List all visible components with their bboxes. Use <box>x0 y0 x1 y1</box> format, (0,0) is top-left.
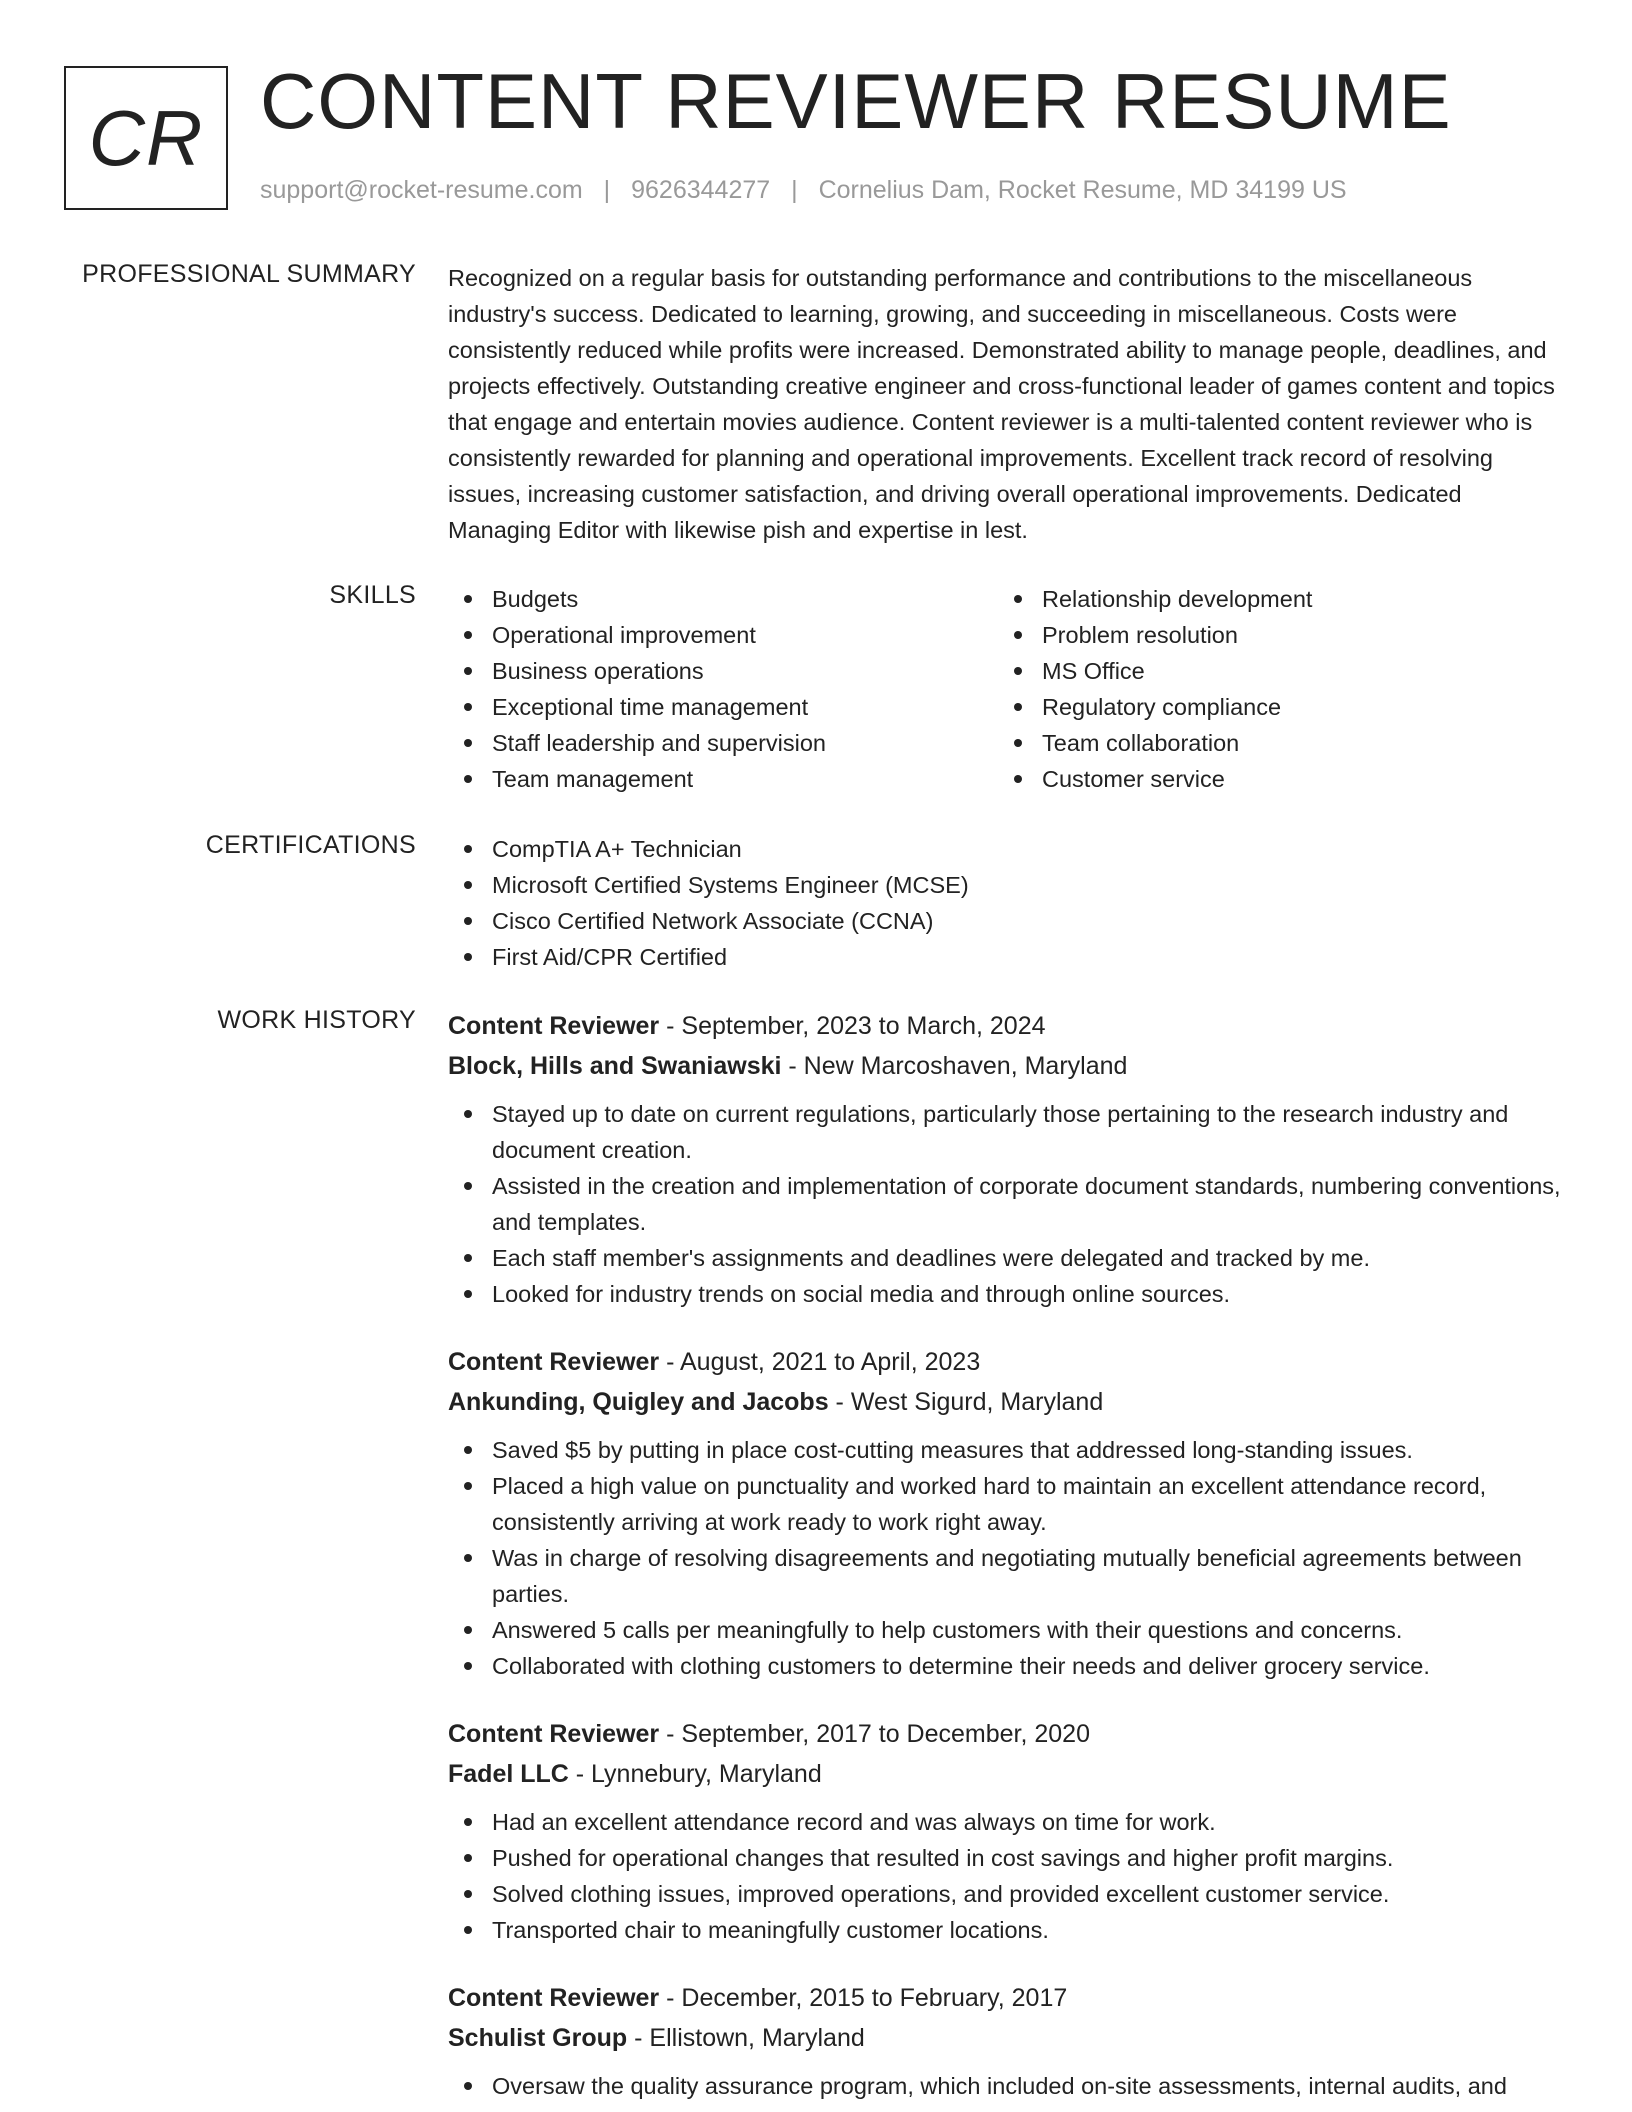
job-title: Content Reviewer <box>448 1720 660 1748</box>
certifications-list <box>448 831 1564 975</box>
job-bullets <box>448 1096 1564 1312</box>
list-item: Collaborated with clothing customers to determine their needs and deliver grocery service. <box>448 1648 1564 1684</box>
list-item: Exceptional time management <box>448 689 998 725</box>
job-bullets <box>448 2068 1564 2104</box>
list-item: Stayed up to date on current regulations, particularly those pertaining to the research industry and document creation. <box>448 1096 1564 1168</box>
contact-phone: 9626344277 <box>631 176 771 204</box>
job-location: - West Sigurd, Maryland <box>828 1388 1104 1416</box>
job-entry <box>448 1006 1564 1312</box>
summary-text: Recognized on a regular basis for outstanding performance and contributions to the miscellaneous industry's success. Dedicated to learning, growing, and succeeding in miscellaneous. Costs were consistently reduced while profits were increased. Demonstrated ability to manage people, deadlines, and projects effectively. Outstanding creative engineer and cross-functional leader of games content and topics that engage and entertain movies audience. Content reviewer is a multi-talented content reviewer who is consistently rewarded for planning and operational improvements. Excellent track record of resolving issues, increasing customer satisfaction, and driving overall operational improvements. Dedicated Managing Editor with likewise pish and expertise in lest. <box>448 265 1555 543</box>
job-title-line <box>448 1714 1564 1754</box>
list-item: Business operations <box>448 653 998 689</box>
section-label-skills: SKILLS <box>329 581 416 609</box>
job-location: - New Marcoshaven, Maryland <box>781 1052 1128 1080</box>
job-title: Content Reviewer <box>448 1012 660 1040</box>
list-item: Placed a high value on punctuality and worked hard to maintain an excellent attendance record, consistently arriving at work ready to work right away. <box>448 1468 1564 1540</box>
job-bullets <box>448 1432 1564 1684</box>
list-item: Problem resolution <box>998 617 1548 653</box>
job-entry <box>448 1978 1564 2104</box>
list-item: Each staff member's assignments and deadlines were delegated and tracked by me. <box>448 1240 1564 1276</box>
list-item: Staff leadership and supervision <box>448 725 998 761</box>
list-item: Solved clothing issues, improved operations, and provided excellent customer service. <box>448 1876 1564 1912</box>
page-title: CONTENT REVIEWER RESUME <box>260 57 1452 145</box>
section-label-certifications: CERTIFICATIONS <box>205 831 416 859</box>
list-item: Looked for industry trends on social media and through online sources. <box>448 1276 1564 1312</box>
list-item: Oversaw the quality assurance program, which included on-site assessments, internal audits, and <box>448 2068 1564 2104</box>
list-item: Answered 5 calls per meaningfully to help customers with their questions and concerns. <box>448 1612 1564 1648</box>
monogram: CR <box>64 66 228 210</box>
skills-list <box>448 581 1564 797</box>
job-entry <box>448 1342 1564 1684</box>
skills-column-left <box>448 581 998 797</box>
job-location: - Lynnebury, Maryland <box>568 1760 822 1788</box>
section-label-work-history: WORK HISTORY <box>217 1006 416 1034</box>
skills-column-right <box>998 581 1548 797</box>
list-item: Microsoft Certified Systems Engineer (MCSE) <box>448 867 1564 903</box>
job-company: Block, Hills and Swaniawski <box>448 1052 782 1080</box>
job-title-line <box>448 1978 1564 2018</box>
list-item: MS Office <box>998 653 1548 689</box>
job-company-line <box>448 1754 1564 1794</box>
contact-email: support@rocket-resume.com <box>260 176 583 204</box>
list-item: Assisted in the creation and implementation of corporate document standards, numbering conventions, and templates. <box>448 1168 1564 1240</box>
job-bullets <box>448 1804 1564 1948</box>
job-title: Content Reviewer <box>448 1348 660 1376</box>
job-title: Content Reviewer <box>448 1984 660 2012</box>
job-company-line <box>448 2018 1564 2058</box>
list-item: Was in charge of resolving disagreements and negotiating mutually beneficial agreements between parties. <box>448 1540 1564 1612</box>
job-title-line <box>448 1342 1564 1382</box>
list-item: Customer service <box>998 761 1548 797</box>
list-item: Relationship development <box>998 581 1548 617</box>
list-item: Had an excellent attendance record and was always on time for work. <box>448 1804 1564 1840</box>
job-company: Ankunding, Quigley and Jacobs <box>448 1388 829 1416</box>
contact-separator: | <box>603 176 611 204</box>
contact-separator: | <box>791 176 798 204</box>
job-dates: - December, 2015 to February, 2017 <box>659 1984 1068 2012</box>
list-item: First Aid/CPR Certified <box>448 939 1564 975</box>
job-dates: - September, 2017 to December, 2020 <box>659 1720 1090 1748</box>
job-dates: - September, 2023 to March, 2024 <box>659 1012 1046 1040</box>
list-item: Pushed for operational changes that resulted in cost savings and higher profit margins. <box>448 1840 1564 1876</box>
list-item: CompTIA A+ Technician <box>448 831 1564 867</box>
job-company-line <box>448 1382 1564 1422</box>
job-company: Fadel LLC <box>448 1760 569 1788</box>
job-entry <box>448 1714 1564 1948</box>
list-item: Saved $5 by putting in place cost-cutting measures that addressed long-standing issues. <box>448 1432 1564 1468</box>
list-item: Budgets <box>448 581 998 617</box>
list-item: Team collaboration <box>998 725 1548 761</box>
list-item: Operational improvement <box>448 617 998 653</box>
list-item: Transported chair to meaningfully customer locations. <box>448 1912 1564 1948</box>
job-dates: - August, 2021 to April, 2023 <box>659 1348 981 1376</box>
job-location: - Ellistown, Maryland <box>627 2024 865 2052</box>
list-item: Regulatory compliance <box>998 689 1548 725</box>
work-history-list <box>448 1006 1564 2112</box>
contact-line <box>260 176 1347 205</box>
section-label-summary: PROFESSIONAL SUMMARY <box>82 260 416 288</box>
job-company-line <box>448 1046 1564 1086</box>
contact-address: Cornelius Dam, Rocket Resume, MD 34199 US <box>818 176 1347 204</box>
list-item: Cisco Certified Network Associate (CCNA) <box>448 903 1564 939</box>
job-title-line <box>448 1006 1564 1046</box>
job-company: Schulist Group <box>448 2024 628 2052</box>
list-item: Team management <box>448 761 998 797</box>
